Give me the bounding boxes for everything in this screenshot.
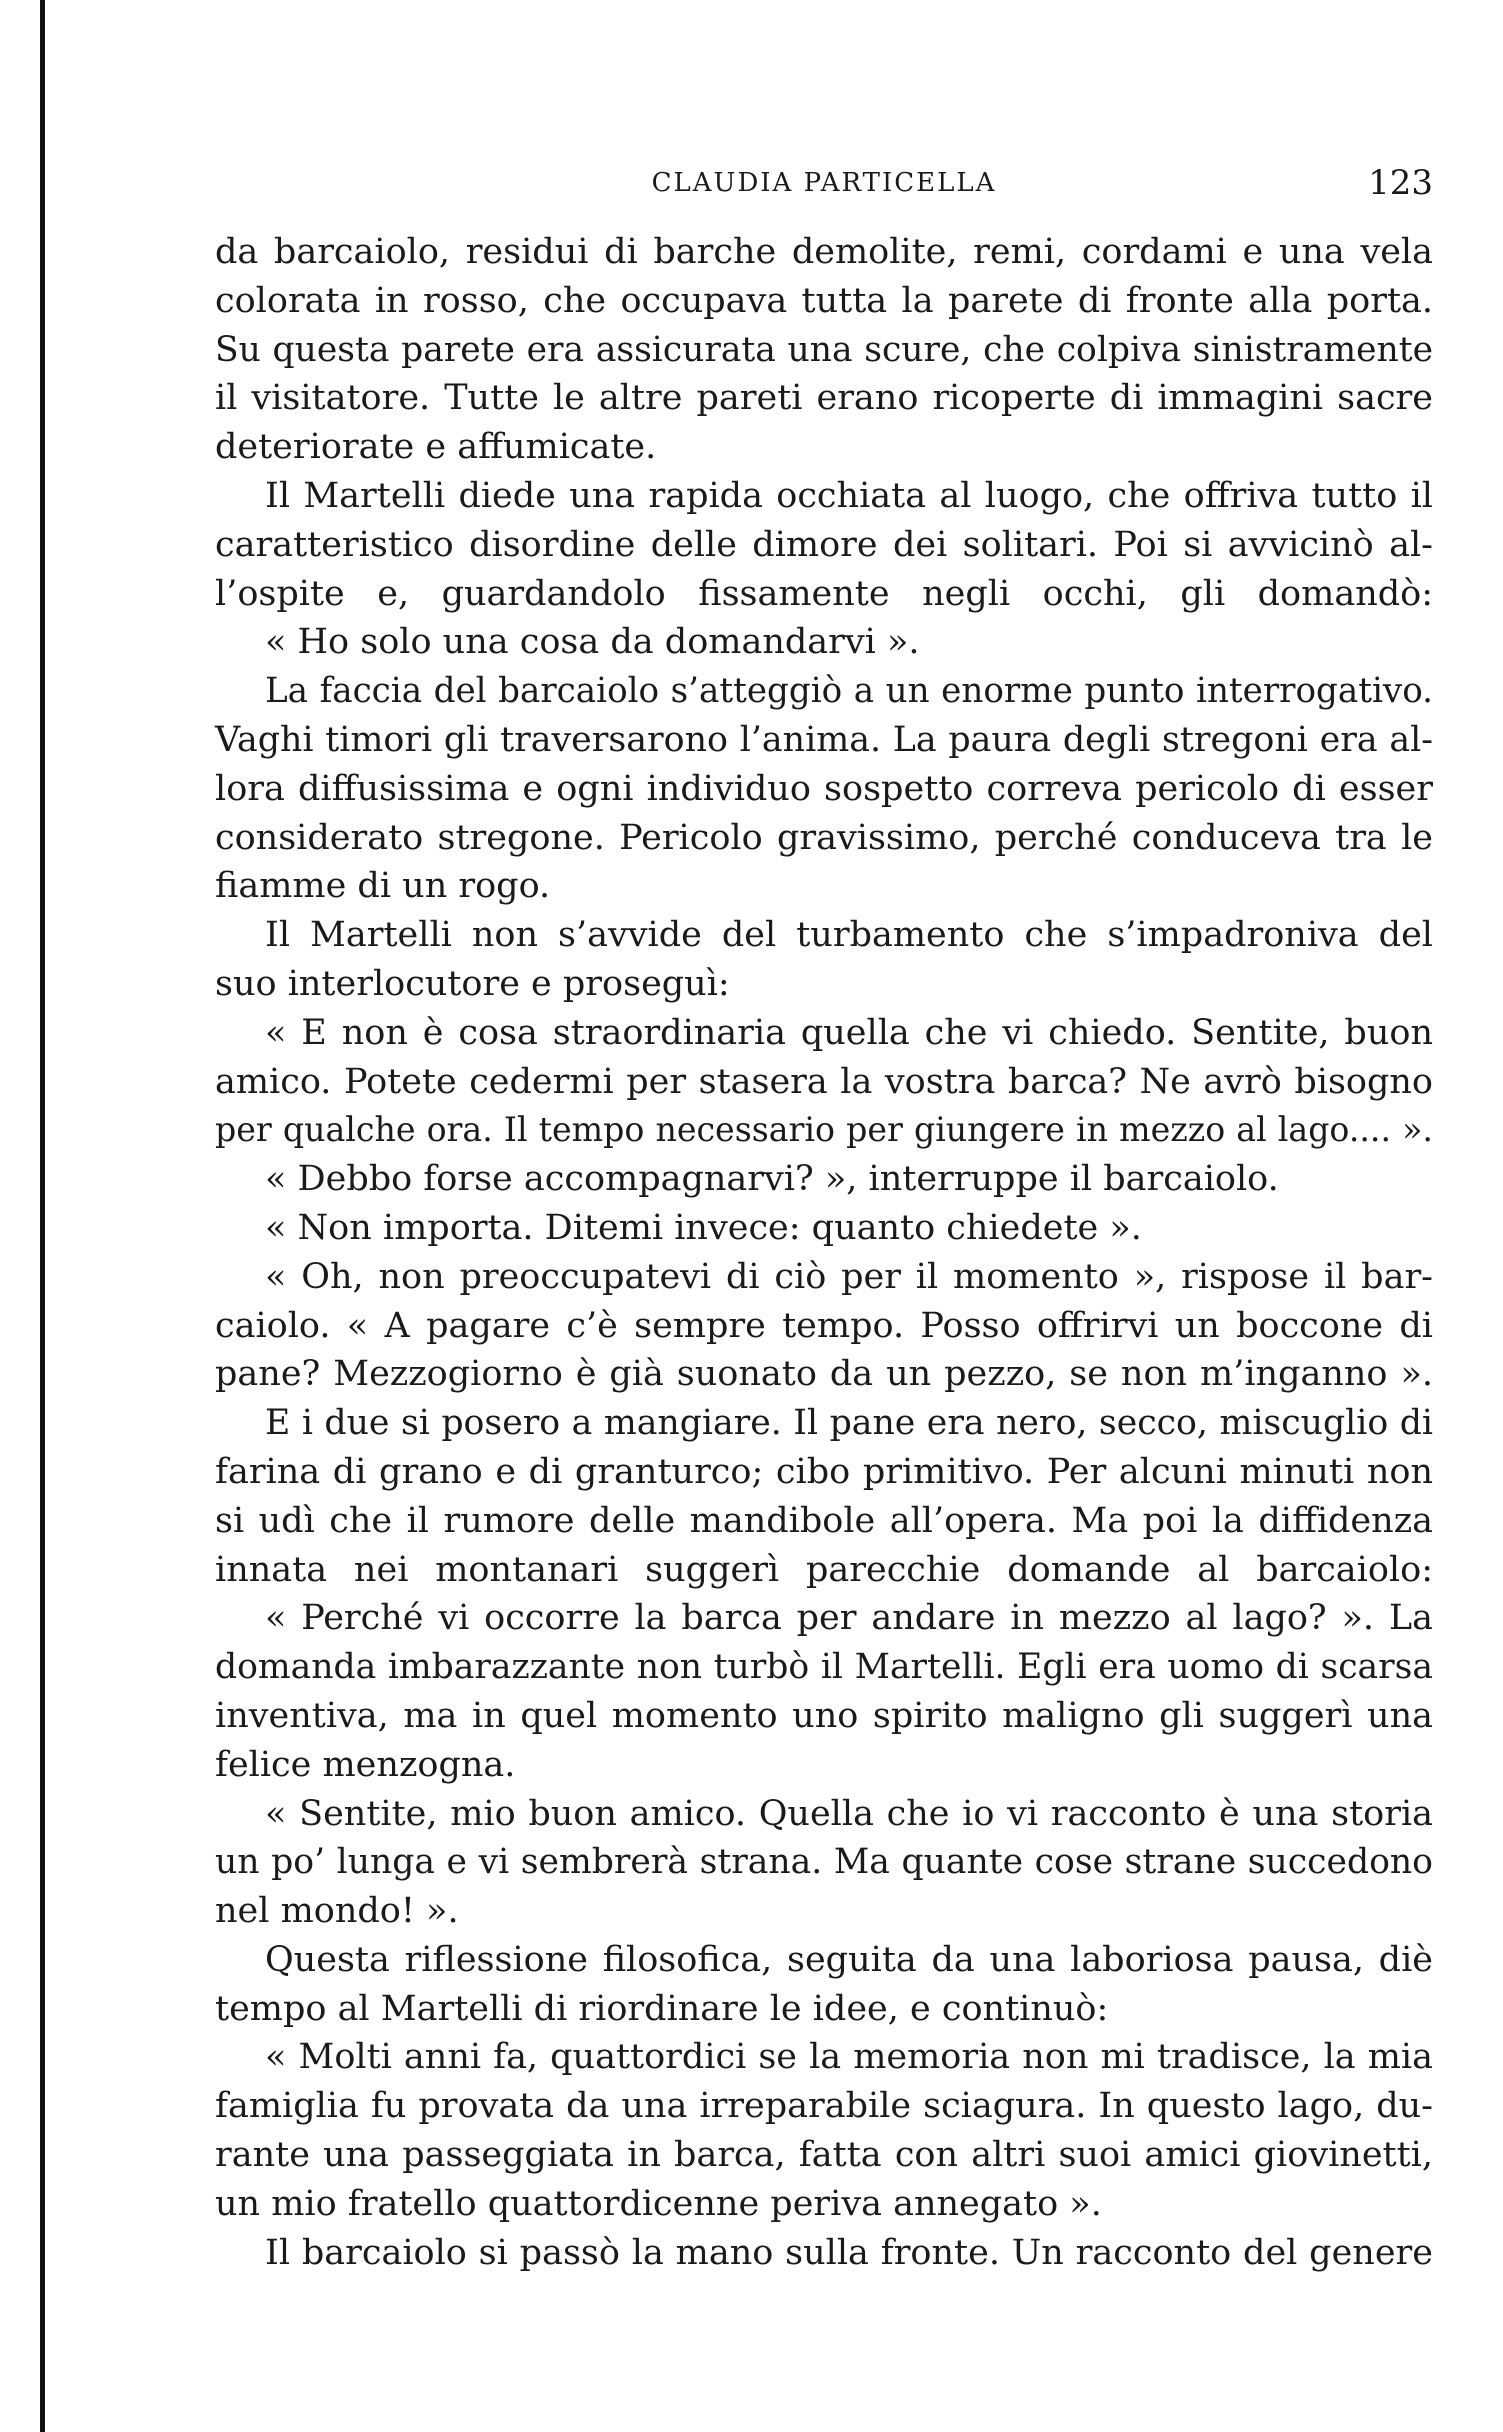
text-line: Il Martelli diede una rapida occhiata al luogo, che offriva tutto il <box>265 475 1433 516</box>
text-line: si udì che il rumore delle mandibole all’opera. Ma poi la diffidenza <box>215 1500 1433 1541</box>
text-line: « Oh, non preoccupatevi di ciò per il momento », rispose il bar- <box>265 1256 1433 1297</box>
text-line: un po’ lunga e vi sembrerà strana. Ma quante cose strane succedono <box>215 1842 1433 1883</box>
text-line: colorata in rosso, che occupava tutta la parete di fronte alla porta. <box>215 280 1433 321</box>
text-line: Questa riflessione filosofica, seguita da una laboriosa pausa, diè <box>265 1939 1433 1980</box>
text-line: tempo al Martelli di riordinare le idee, e continuò: <box>215 1988 1109 2029</box>
text-line: rante una passeggiata in barca, fatta con altri suoi amici giovinetti, <box>215 2135 1433 2176</box>
text-line: lora diffusissima e ogni individuo sospetto correva pericolo di esser <box>215 768 1433 809</box>
text-line: inventiva, ma in quel momento uno spirito maligno gli suggerì una <box>215 1695 1433 1736</box>
text-line: nel mondo! ». <box>215 1891 459 1932</box>
text-line: un mio fratello quattordicenne periva annegato ». <box>215 2183 1102 2224</box>
text-line: domanda imbarazzante non turbò il Martelli. Egli era uomo di scarsa <box>215 1647 1433 1688</box>
text-line: E i due si posero a mangiare. Il pane era nero, secco, miscuglio di <box>265 1403 1433 1444</box>
text-line: deteriorate e affumicate. <box>215 427 657 468</box>
text-line: per qualche ora. Il tempo necessario per giungere in mezzo al lago.... ». <box>215 1110 1433 1150</box>
text-line: pane? Mezzogiorno è già suonato da un pezzo, se non m’inganno ». <box>215 1354 1433 1395</box>
text-line: considerato stregone. Pericolo gravissimo, perché conduceva tra le <box>215 817 1433 858</box>
text-line: caiolo. « A pagare c’è sempre tempo. Posso offrirvi un boccone di <box>215 1305 1433 1346</box>
page-binding-edge <box>40 0 45 2432</box>
text-line: il visitatore. Tutte le altre pareti erano ricoperte di immagini sacre <box>215 378 1433 419</box>
text-line: caratteristico disordine delle dimore dei solitari. Poi si avvicinò al- <box>215 524 1433 565</box>
text-line: Su questa parete era assicurata una scure, che colpiva sinistramente <box>215 329 1433 370</box>
text-line: « Perché vi occorre la barca per andare in mezzo al lago? ». La <box>265 1598 1433 1639</box>
text-line: famiglia fu provata da una irreparabile sciagura. In questo lago, du- <box>215 2086 1433 2127</box>
text-line: « Debbo forse accompagnarvi? », interruppe il barcaiolo. <box>265 1159 1279 1200</box>
text-line: Il Martelli non s’avvide del turbamento che s’impadroniva del <box>265 915 1433 956</box>
text-line: fiamme di un rogo. <box>215 866 551 907</box>
text-line: « E non è cosa straordinaria quella che vi chiedo. Sentite, buon <box>265 1012 1433 1053</box>
text-line: farina di grano e di granturco; cibo primitivo. Per alcuni minuti non <box>215 1451 1433 1492</box>
text-line: « Non importa. Ditemi invece: quanto chiedete ». <box>265 1207 1142 1248</box>
book-page <box>215 0 1433 2432</box>
text-line: felice menzogna. <box>215 1744 516 1785</box>
text-line: l’ospite e, guardandolo fissamente negli occhi, gli domandò: <box>215 573 1433 614</box>
text-line: Il barcaiolo si passò la mano sulla fronte. Un racconto del genere <box>265 2232 1433 2273</box>
text-line: Vaghi timori gli traversarono l’anima. La paura degli stregoni era al- <box>215 719 1433 760</box>
text-line: da barcaiolo, residui di barche demolite, remi, cordami e una vela <box>215 232 1433 272</box>
text-line: La faccia del barcaiolo s’atteggiò a un enorme punto interrogativo. <box>265 671 1433 712</box>
running-title: CLAUDIA PARTICELLA <box>651 168 997 198</box>
text-line: « Sentite, mio buon amico. Quella che io vi racconto è una storia <box>265 1793 1433 1834</box>
text-line: « Ho solo una cosa da domandarvi ». <box>265 622 920 663</box>
text-line: « Molti anni fa, quattordici se la memoria non mi tradisce, la mia <box>265 2037 1433 2078</box>
text-line: suo interlocutore e proseguì: <box>215 963 730 1004</box>
text-line: innata nei montanari suggerì parecchie domande al barcaiolo: <box>215 1549 1433 1590</box>
page-number: 123 <box>1368 163 1433 203</box>
running-head <box>215 158 1433 208</box>
text-line: amico. Potete cedermi per stasera la vostra barca? Ne avrò bisogno <box>215 1061 1433 1102</box>
body-text <box>215 228 1433 2277</box>
